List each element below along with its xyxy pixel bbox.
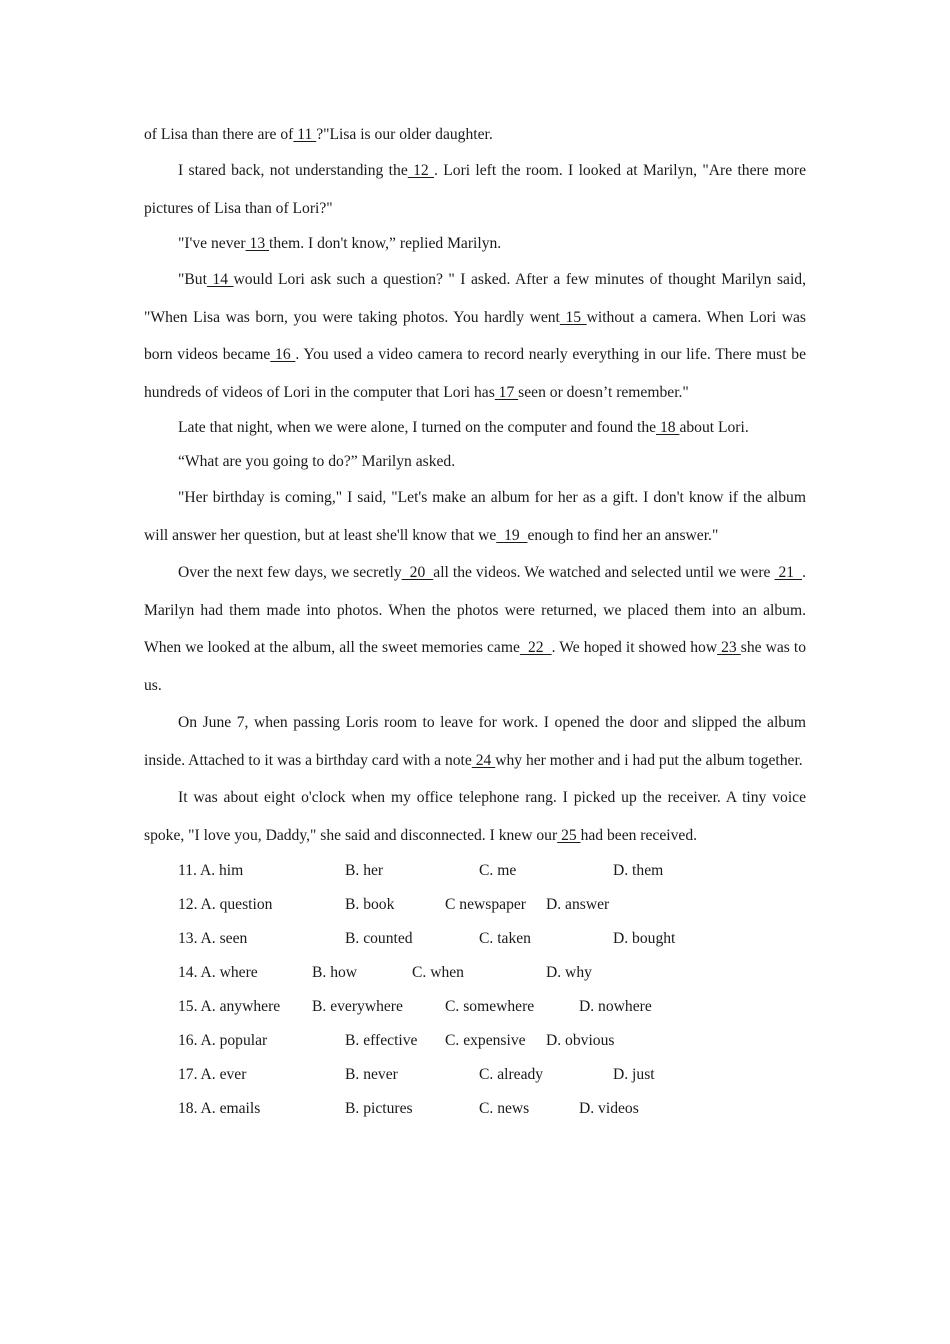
- option-a: 15. A. anywhere: [178, 998, 281, 1015]
- option-d: D. obvious: [546, 1032, 615, 1049]
- blank-13: 13: [245, 235, 270, 252]
- text: why her mother and i had put the album together.: [495, 751, 803, 769]
- blank-11: 11: [293, 126, 317, 143]
- option-row: [178, 1024, 806, 1058]
- blank-15: 15: [559, 308, 587, 326]
- paragraph: [144, 779, 806, 854]
- option-a: 12. A. question: [178, 896, 273, 913]
- paragraph: [144, 704, 806, 779]
- option-row: [178, 1058, 806, 1092]
- option-b: B. everywhere: [312, 998, 403, 1015]
- blank-12: 12: [407, 162, 435, 179]
- text: "I've never: [178, 235, 246, 252]
- text: ?"Lisa is our older daughter.: [316, 126, 493, 143]
- text: would Lori ask such a question? " I asked. After a few minutes of thought Marilyn said, "When Lisa was born, you were taking photos. You hardly went: [144, 271, 807, 326]
- option-row: [178, 888, 806, 922]
- blank-14: 14: [206, 271, 234, 288]
- option-row: [178, 990, 806, 1024]
- option-d: D. nowhere: [579, 998, 652, 1015]
- document-page: [144, 118, 806, 1126]
- text: all the videos. We watched and selected until we were: [433, 564, 775, 581]
- option-b: B. how: [312, 964, 358, 981]
- text: of Lisa than there are of: [144, 126, 294, 143]
- text: "But: [178, 271, 207, 288]
- option-c: C newspaper: [445, 896, 526, 913]
- option-d: D. videos: [579, 1100, 639, 1117]
- text: . Marilyn had them made into photos. When the photos were returned, we placed them into an album. When we looked at the album, all the sweet memories came: [144, 564, 806, 656]
- option-b: B. pictures: [345, 1100, 413, 1117]
- blank-18: 18: [656, 419, 680, 436]
- text: seen or doesn’t remember.": [518, 383, 689, 401]
- option-b: B. effective: [345, 1032, 418, 1049]
- option-d: D. bought: [613, 930, 676, 947]
- text: them. I don't know,” replied Marilyn.: [269, 235, 502, 252]
- option-b: B. never: [345, 1066, 398, 1083]
- option-c: C. already: [479, 1066, 544, 1083]
- option-c: C. when: [412, 964, 464, 981]
- option-c: C. me: [479, 862, 517, 879]
- paragraph: [144, 152, 806, 227]
- text: On June 7, when passing Loris room to leave for work. I opened the door and slipped the album inside. Attached to it was a birthday card with a note: [144, 714, 806, 769]
- option-b: B. her: [345, 862, 384, 879]
- option-c: C. news: [479, 1100, 530, 1117]
- option-c: C. expensive: [445, 1032, 526, 1049]
- blank-25: 25: [557, 826, 581, 844]
- blank-24: 24: [471, 751, 496, 769]
- text: . We hoped it showed how: [551, 639, 718, 656]
- option-row: [178, 1092, 806, 1126]
- paragraph: [144, 227, 806, 261]
- blank-22: 22: [519, 639, 552, 656]
- option-a: 14. A. where: [178, 964, 258, 981]
- paragraph: [144, 411, 806, 445]
- paragraph: [144, 261, 806, 411]
- blank-23: 23: [717, 639, 741, 656]
- text: . You used a video camera to record nearly everything in our life. There must be hundreds of videos of Lori in the computer that Lori has: [144, 346, 807, 401]
- text: enough to find her an answer.": [527, 526, 719, 544]
- blank-16: 16: [270, 346, 296, 363]
- text: Over the next few days, we secretly: [178, 564, 402, 581]
- text: Late that night, when we were alone, I turned on the computer and found the: [178, 419, 657, 436]
- option-d: D. them: [613, 862, 664, 879]
- answer-options: [178, 854, 806, 1126]
- blank-20: 20: [401, 564, 434, 581]
- paragraph: [144, 445, 806, 479]
- option-row: [178, 956, 806, 990]
- text: about Lori.: [679, 419, 749, 436]
- paragraph: [144, 118, 806, 152]
- text: she was to us.: [144, 639, 807, 694]
- option-a: 18. A. emails: [178, 1100, 261, 1117]
- option-c: C. somewhere: [445, 998, 535, 1015]
- option-a: 13. A. seen: [178, 930, 248, 947]
- text: It was about eight o'clock when my office telephone rang. I picked up the receiver. A tiny voice spoke, "I love you, Daddy," she said and disconnected. I knew our: [144, 789, 806, 844]
- text: had been received.: [580, 826, 698, 844]
- option-d: D. just: [613, 1066, 655, 1083]
- paragraph: [144, 479, 806, 554]
- option-row: [178, 922, 806, 956]
- paragraph: [144, 554, 806, 704]
- option-row: [178, 854, 806, 888]
- text: I stared back, not understanding the: [178, 162, 408, 179]
- option-b: B. book: [345, 896, 395, 913]
- option-d: D. why: [546, 964, 592, 981]
- option-b: B. counted: [345, 930, 413, 947]
- text: "Her birthday is coming," I said, "Let's make an album for her as a gift. I don't know if the album will answer her question, but at least she'll know that we: [144, 489, 806, 544]
- text: . Lori left the room. I looked at Marilyn, "Are there more pictures of Lisa than of Lori?": [144, 162, 807, 217]
- text: “What are you going to do?” Marilyn asked.: [178, 453, 456, 470]
- option-c: C. taken: [479, 930, 531, 947]
- text: without a camera. When Lori was born videos became: [144, 308, 806, 363]
- option-a: 16. A. popular: [178, 1032, 268, 1049]
- option-d: D. answer: [546, 896, 610, 913]
- blank-19: 19: [496, 526, 528, 544]
- option-a: 11. A. him: [178, 862, 244, 879]
- blank-21: 21: [774, 564, 803, 581]
- option-a: 17. A. ever: [178, 1066, 247, 1083]
- blank-17: 17: [494, 383, 519, 401]
